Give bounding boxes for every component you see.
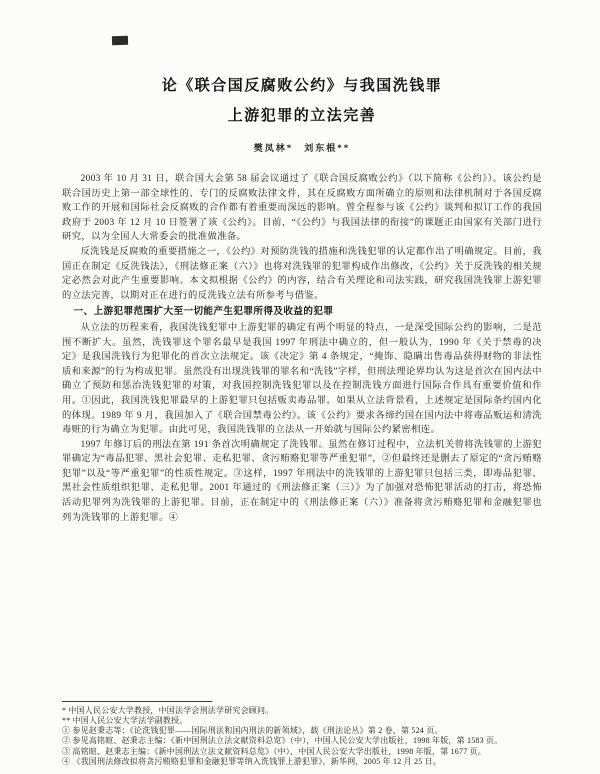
authors: 樊凤林* 刘东根** — [253, 143, 351, 153]
paragraph-section-2: 1997 年修订后的刑法在第 191 条首次明确规定了洗钱罪。虽然在修订过程中，立法机关曾将洗钱罪的上游犯罪确定为“毒品犯罪、黑社会犯罪、走私犯罪、贪污贿赂犯罪等严重犯罪”，②但最终还是删去了原定的“贪污贿赂犯罪”以及“等严重犯罪”的性质性规定。③这样，1997 年刑法中的洗钱罪的上游犯罪只包括三类，即毒品犯罪、黑社会性质组织犯罪、走私犯罪。2001 年通过的《刑法修正案（三）》为了加强对恐怖犯罪活动的打击，将恐怖活动犯罪列为洗钱罪的上游犯罪。目前，正在制定中的《刑法修正案（六）》准备将贪污贿赂犯罪和金融犯罪也列为洗钱罪的上游犯罪。④ — [62, 439, 542, 523]
footnote-4: ④ 《我国刑法修改拟将贪污贿赂犯罪和金融犯罪等纳入洗钱罪上游犯罪》，新华网，2005 年 12 月 25 日。 — [62, 756, 441, 766]
footnote-2: ② 参见高铭暄、赵秉志主编：《新中国刑法立法文献资料总览》（中），中国人民公安大学出版社，1998 年版，第 1583 页。 — [62, 736, 503, 746]
paragraph-intro-2: 反洗钱是反腐败的重要措施之一，《公约》对预防洗钱的措施和洗钱犯罪的认定都作出了明确规定。目前，我国正在制定《反洗钱法》，《刑法修正案（六）》也将对洗钱罪的犯罪构成作出修改，《公约》关于反洗钱的相关规定必然会对此产生重要影响。本文拟根据《公约》的内容，结合有关理论和司法实践，研究我国洗钱罪上游犯罪的立法完善，以期对正在进行的反洗钱立法有所参考与借鉴。 — [62, 246, 542, 301]
paper-title-line1: 论《联合国反腐败公约》与我国洗钱罪 — [161, 78, 443, 94]
footnote-author-2: ** 中国人民公安大学法学副教授。 — [62, 715, 188, 725]
article-body — [62, 172, 542, 525]
section-heading: 一、上游犯罪范围扩大至一切能产生犯罪所得及收益的犯罪 — [73, 306, 334, 318]
footnote-3: ③ 高铭暄、赵秉志主编：《新中国刑法立法文献资料总览》（中），中国人民公安大学出版社，1998 年版，第 1677 页。 — [62, 746, 486, 756]
page-content — [62, 0, 542, 525]
footnote-divider — [62, 701, 212, 702]
footnote-1: ① 参见赵秉志等：《论洗钱犯罪——国际刑法和国内刑法的新领域》，载《刑法论丛》第 2 卷，第 524 页。 — [62, 726, 443, 736]
footnote-author-1: * 中国人民公安大学教授，中国法学会刑法学研究会顾问。 — [62, 705, 274, 715]
paper-title-line2: 上游犯罪的立法完善 — [227, 108, 377, 124]
paragraph-intro-1: 2003 年 10 月 31 日，联合国大会第 58 届会议通过了《联合国反腐败公约》（以下简称《公约》）。该公约是联合国历史上第一部全球性的、专门的反腐败法律文件，其在反腐败方面所确立的原则和法律机制对于各国反腐败工作的开展和国际社会反腐败的合作都有着重要而深远的影响。曾全程参与该《公约》谈判和拟订工作的我国政府于 2003 年 12 月 10 日签署了该《公约》。目前，“《公约》与我国法律的衔接”的课题正由国家有关部门进行研究，以为全国人大常委会的批准做准备。 — [62, 174, 542, 243]
paragraph-section-1: 从立法的历程来看，我国洗钱犯罪中上游犯罪的确定有两个明显的特点，一是深受国际公约的影响，二是范围不断扩大。虽然，洗钱罪这个罪名最早是我国 1997 年刑法中确立的，但一般认为，1990 年《关于禁毒的决定》是我国洗钱行为犯罪化的首次立法规定。该《决定》第 4 条规定，“掩饰、隐瞒出售毒品获得财物的非法性质和来源”的行为构成犯罪。虽然没有出现洗钱罪的罪名和“洗钱”字样，但刑法理论界均认为这是首次在国内法中确立了预防和惩治洗钱犯罪的对策，对我国控制洗钱犯罪以及在控制洗钱方面进行国际合作具有重要价值和作用。①因此，我国洗钱犯罪最早的上游犯罪只包括贩卖毒品罪。如果从立法背景看，上述规定是国际条约国内化的体现。1989 年 9 月，我国加入了《联合国禁毒公约》。该《公约》要求各缔约国在国内法中将毒品贩运和清洗毒赃的行为确立为犯罪。由此可见，我国洗钱罪的立法从一开始就与国际公约紧密相连。 — [62, 322, 542, 436]
footnotes-block — [62, 701, 542, 767]
